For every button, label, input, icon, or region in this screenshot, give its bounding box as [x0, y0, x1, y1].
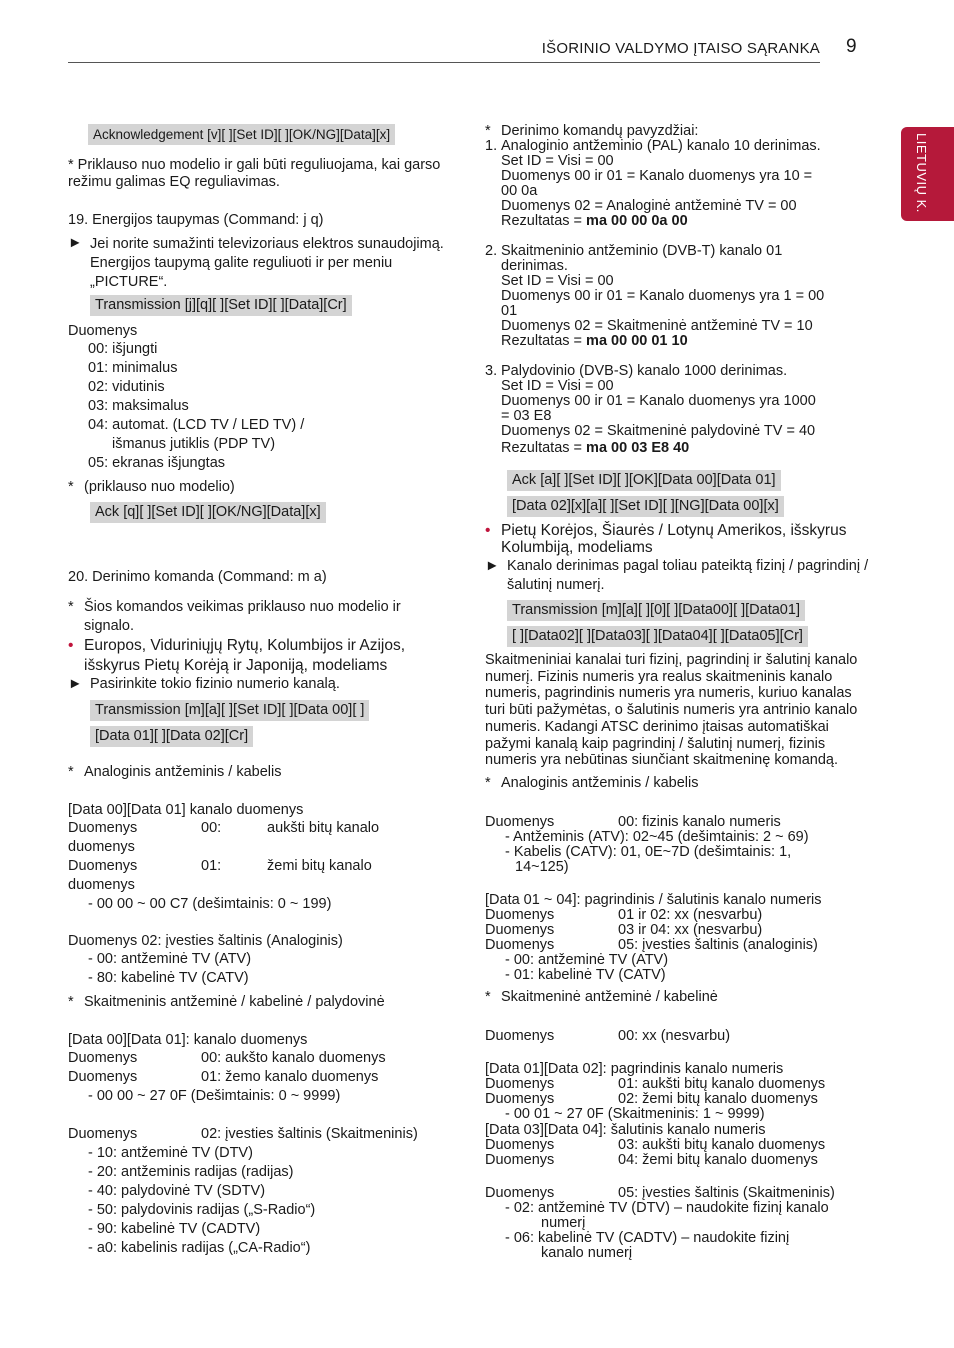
- table-row: [68, 838, 448, 857]
- section-20-note-text: Šios komandos veikimas priklauso nuo modelio ir signalo.: [84, 599, 401, 634]
- example-line: derinimas.: [501, 258, 568, 274]
- analog-rows: [68, 819, 448, 914]
- table-row: [485, 1092, 870, 1107]
- korea-code-2: [ ][Data02][ ][Data03][ ][Data04][ ][Data05][Cr]: [507, 626, 808, 647]
- row-key: Duomenys: [485, 1151, 555, 1168]
- asterisk: *: [68, 479, 74, 495]
- channel-paragraph: Skaitmeniniai kanalai turi fizinį, pagrindinį ir šalutinį kanalo numerį. Fizinis numeris yra realus skaitmeninis kanalo numeris, pagrindinis numeris yra numeris, kuriuo kanalas turi būti pažymėtas, o šalutinis numeris yra antrinio kanalo numeris. Kadangi ATSC derinimo įtaisas automatiškai pažymi kanalą kaip pagrindinį / šalutinį numerį, fizinis numeris yra nebūtinas siunčiant skaitmeninę komandą.: [485, 652, 858, 769]
- eq-note: * Priklauso nuo modelio ir gali būti reguliuojama, kai garso režimu galimas EQ reguliavimas.: [68, 157, 441, 190]
- section-20-bullet: [68, 636, 448, 676]
- section-20-title: 20. Derinimo komanda (Command: m a): [68, 569, 327, 585]
- korea-arrow-text: Kanalo derinimas pagal toliau pateiktą fizinį / pagrindinį / šalutinį numerį.: [507, 558, 869, 593]
- row-key: Duomenys: [68, 1126, 138, 1142]
- row-value: aukšti bitų kanalo: [267, 820, 380, 836]
- example-line: Duomenys 00 ir 01 = Kanalo duomenys yra 1 = 00: [501, 288, 825, 304]
- row-value: 05: įvesties šaltinis (analoginis): [618, 936, 818, 953]
- analog-title-right: Analoginis antžeminis / kabelis: [501, 774, 699, 791]
- result-label: Rezultatas =: [501, 440, 587, 456]
- example-line: Analoginio antžeminio (PAL) kanalo 10 derinimas.: [501, 138, 821, 154]
- digital-heading: [68, 994, 448, 1011]
- example-line: Palydovinio (DVB-S) kanalo 1000 derinimas.: [501, 363, 788, 379]
- table-row: [68, 1125, 448, 1144]
- list-item: 05: ekranas išjungtas: [88, 455, 226, 471]
- row-key: Duomenys: [485, 1136, 555, 1153]
- row-key: Duomenys: [485, 1075, 555, 1092]
- list-item: 14~125): [515, 858, 569, 875]
- example-line: Duomenys 00 ir 01 = Kanalo duomenys yra 10 =: [501, 168, 813, 184]
- example-line: Duomenys 02 = Skaitmeninė palydovinė TV = 40: [501, 423, 816, 439]
- result-label: Rezultatas =: [501, 333, 587, 349]
- ack-code-2: [Data 02][x][a][ ][Set ID][ ][NG][Data 00][x]: [507, 496, 784, 517]
- list-item: - 80: kabelinė TV (CATV): [88, 970, 249, 986]
- page-header: [68, 38, 820, 63]
- analog-heading: [68, 764, 448, 781]
- example-line: 01: [501, 303, 518, 319]
- language-tab[interactable]: [901, 127, 954, 221]
- table-row: [485, 815, 870, 830]
- list-item: 03: maksimalus: [88, 398, 189, 414]
- row-num: 01:: [201, 858, 222, 874]
- section-20-code-2: [Data 01][ ][Data 02][Cr]: [90, 726, 253, 747]
- table-row: [68, 1049, 448, 1068]
- arrow-icon: ►: [68, 676, 83, 692]
- ack-code-1: Ack [a][ ][Set ID][ ][OK][Data 00][Data 01]: [507, 470, 781, 491]
- result-value: ma 00 03 E8 40: [586, 440, 690, 456]
- asterisk: *: [68, 599, 74, 615]
- list-item: - a0: kabelinis radijas („CA-Radio“): [88, 1240, 311, 1256]
- row-value: 00: aukšto kanalo duomenys: [201, 1050, 386, 1066]
- row-key: Duomenys: [485, 906, 555, 923]
- example-line: = 03 E8: [501, 408, 552, 424]
- list-item: - 50: palydovinis radijas („S-Radio“): [88, 1202, 316, 1218]
- row-key: Duomenys: [485, 921, 555, 938]
- example-number: 1.: [485, 138, 498, 154]
- table-row: [485, 923, 870, 938]
- list-item: - 40: palydovinė TV (SDTV): [88, 1183, 266, 1199]
- table-row: [485, 1153, 870, 1168]
- list-item: 02: vidutinis: [88, 379, 165, 395]
- digital-main-range: - 00 01 ~ 27 0F (Skaitmeninis: 1 ~ 9999): [505, 1105, 765, 1122]
- section-19-desc: [68, 235, 448, 292]
- row-num: 00:: [201, 820, 222, 836]
- arrow-icon: ►: [68, 235, 83, 251]
- example-line: Set ID = Visi = 00: [501, 378, 614, 394]
- list-item: - 06: kabelinė TV (CADTV) – naudokite fizinį: [505, 1229, 790, 1246]
- left-column: [68, 124, 448, 1258]
- row-key: duomenys: [68, 877, 135, 893]
- examples-heading: [485, 124, 870, 139]
- table-row: [485, 1186, 870, 1201]
- list-item: - 00: antžeminė TV (ATV): [88, 951, 252, 967]
- row-value: 03 ir 04: xx (nesvarbu): [618, 921, 763, 938]
- korea-bullet: [485, 522, 870, 556]
- example-line: Duomenys 02 = Analoginė antžeminė TV = 00: [501, 198, 797, 214]
- example-line: 00 0a: [501, 183, 538, 199]
- section-19-items: [68, 340, 448, 473]
- korea-code-1: Transmission [m][a][ ][0][ ][Data00][ ][Data01]: [507, 600, 805, 621]
- section-19-note-text: (priklauso nuo modelio): [84, 479, 235, 495]
- list-item: - 00: antžeminė TV (ATV): [505, 951, 669, 968]
- arrow-icon: ►: [485, 558, 500, 574]
- row-value: 03: aukšti bitų kanalo duomenys: [618, 1136, 826, 1153]
- row-value: 04: žemi bitų kanalo duomenys: [618, 1151, 818, 1168]
- section-19-code: Transmission [j][q][ ][Set ID][ ][Data][Cr]: [90, 295, 352, 316]
- result-value: ma 00 00 01 10: [586, 333, 688, 349]
- example-line: Set ID = Visi = 00: [501, 153, 614, 169]
- analog-data-title-right: [Data 01 ~ 04]: pagrindinis / šalutinis kanalo numeris: [485, 891, 822, 908]
- example-line: Duomenys 02 = Skaitmeninė antžeminė TV = 10: [501, 318, 813, 334]
- row-key: Duomenys: [485, 813, 555, 830]
- list-item: - Kabelis (CATV): 01, 0E~7D (dešimtainis: 1,: [505, 843, 792, 860]
- example-3: [485, 364, 870, 458]
- bullet-icon: •: [68, 637, 74, 654]
- row-key: Duomenys: [68, 1069, 138, 1085]
- digital-title: Skaitmeninis antžeminė / kabelinė / palydovinė: [84, 994, 385, 1010]
- table-row: [485, 1077, 870, 1092]
- asterisk: *: [485, 123, 491, 139]
- list-item: - Antžeminis (ATV): 02~45 (dešimtainis: 2 ~ 69): [505, 828, 809, 845]
- table-row: [68, 819, 448, 838]
- list-item: numerį: [541, 1214, 586, 1231]
- ack-top-code: Acknowledgement [v][ ][Set ID][ ][OK/NG][Data][x]: [88, 124, 395, 145]
- analog-data-title: [Data 00][Data 01] kanalo duomenys: [68, 802, 304, 818]
- table-row: [68, 876, 448, 895]
- row-value: 02: žemi bitų kanalo duomenys: [618, 1090, 818, 1107]
- example-result: [501, 334, 870, 349]
- asterisk: *: [485, 774, 491, 791]
- analog-title: Analoginis antžeminis / kabelis: [84, 764, 282, 780]
- korea-bullet-text: Pietų Korėjos, Šiaurės / Lotynų Amerikos, išskyrus Kolumbiją, modeliams: [501, 522, 847, 556]
- asterisk: *: [485, 988, 491, 1005]
- example-line: Duomenys 00 ir 01 = Kanalo duomenys yra 1000: [501, 393, 816, 409]
- row-key: Duomenys: [485, 936, 555, 953]
- row-value: žemi bitų kanalo: [267, 858, 372, 874]
- bullet-icon: •: [485, 522, 491, 539]
- example-line: Set ID = Visi = 00: [501, 273, 614, 289]
- section-19-title: 19. Energijos taupymas (Command: j q): [68, 212, 324, 228]
- list-item: kanalo numerį: [541, 1244, 633, 1261]
- row-key: Duomenys: [485, 1027, 555, 1044]
- section-19-text: Jei norite sumažinti televizoriaus elektros sunaudojimą. Energijos taupymą galite reguliuoti ir per meniu „PICTURE“.: [90, 236, 444, 290]
- section-19-ack: Ack [q][ ][Set ID][ ][OK/NG][Data][x]: [90, 502, 326, 523]
- page-number: 9: [846, 36, 857, 57]
- list-item: - 20: antžeminis radijas (radijas): [88, 1164, 294, 1180]
- analog-heading-right: [485, 775, 870, 792]
- example-number: 3.: [485, 363, 498, 379]
- row-key: duomenys: [68, 839, 135, 855]
- analog-range: - 00 00 ~ 00 C7 (dešimtainis: 0 ~ 199): [88, 896, 332, 912]
- list-item: - 02: antžeminė TV (DTV) – naudokite fizinį kanalo: [505, 1199, 829, 1216]
- examples-title: Derinimo komandų pavyzdžiai:: [501, 123, 699, 139]
- example-result: [501, 214, 870, 229]
- example-line: Skaitmeninio antžeminio (DVB-T) kanalo 01: [501, 243, 783, 259]
- result-label: Rezultatas =: [501, 213, 587, 229]
- example-1: [485, 139, 870, 229]
- table-row: [68, 1068, 448, 1087]
- language-tab-label: LIETUVIŲ K.: [914, 133, 929, 213]
- list-item: - 10: antžeminė TV (DTV): [88, 1145, 253, 1161]
- section-20-arrow-text: Pasirinkite tokio fizinio numerio kanalą.: [90, 676, 340, 692]
- table-row: [485, 1138, 870, 1153]
- table-row: [485, 938, 870, 953]
- example-result: [501, 439, 870, 458]
- row-value: 01: aukšti bitų kanalo duomenys: [618, 1075, 826, 1092]
- asterisk: *: [68, 994, 74, 1010]
- section-20-bullet-text: Europos, Viduriniųjų Rytų, Kolumbijos ir Azijos, išskyrus Pietų Korėją ir Japoniją, modeliams: [84, 637, 406, 674]
- row-value: 05: įvesties šaltinis (Skaitmeninis): [618, 1184, 835, 1201]
- list-item: - 01: kabelinė TV (CATV): [505, 966, 666, 983]
- row-value: 02: įvesties šaltinis (Skaitmeninis): [201, 1126, 418, 1142]
- digital-range: - 00 00 ~ 27 0F (Dešimtainis: 0 ~ 9999): [88, 1088, 341, 1104]
- row-value: 00: fizinis kanalo numeris: [618, 813, 781, 830]
- table-row: [68, 857, 448, 876]
- section-20-code-1: Transmission [m][a][ ][Set ID][ ][Data 00][ ]: [90, 700, 369, 721]
- row-key: Duomenys: [485, 1184, 555, 1201]
- row-key: Duomenys: [485, 1090, 555, 1107]
- section-19-note: [68, 479, 448, 496]
- digital-title-right: Skaitmeninė antžeminė / kabelinė: [501, 988, 718, 1005]
- asterisk: *: [68, 764, 74, 780]
- row-value: 01: žemo kanalo duomenys: [201, 1069, 379, 1085]
- row-key: Duomenys: [68, 1050, 138, 1066]
- example-number: 2.: [485, 243, 498, 259]
- row-key: Duomenys: [68, 820, 138, 836]
- result-value: ma 00 00 0a 00: [586, 213, 688, 229]
- section-20-note: [68, 598, 448, 636]
- list-item: išmanus jutiklis (PDP TV): [112, 436, 276, 452]
- list-item: 04: automat. (LCD TV / LED TV) /: [88, 417, 305, 433]
- header-title: IŠORINIO VALDYMO ĮTAISO SĄRANKA: [541, 40, 820, 57]
- section-20-arrow: [68, 676, 448, 693]
- digital-data-title: [Data 00][Data 01]: kanalo duomenys: [68, 1032, 308, 1048]
- digital-main-title: [Data 01][Data 02]: pagrindinis kanalo numeris: [485, 1060, 784, 1077]
- list-item: - 90: kabelinė TV (CADTV): [88, 1221, 261, 1237]
- row-key: Duomenys: [68, 858, 138, 874]
- row-value: 00: xx (nesvarbu): [618, 1027, 731, 1044]
- digital-heading-right: [485, 989, 870, 1006]
- analog-source-title: Duomenys 02: įvesties šaltinis (Analoginis): [68, 933, 343, 949]
- list-item: 01: minimalus: [88, 360, 178, 376]
- list-item: 00: išjungti: [88, 341, 158, 357]
- right-column: [485, 124, 870, 1261]
- row-value: 01 ir 02: xx (nesvarbu): [618, 906, 763, 923]
- table-row: [485, 908, 870, 923]
- example-2: [485, 244, 870, 349]
- table-row: [485, 1029, 870, 1044]
- korea-arrow: [485, 557, 870, 595]
- section-19-data-label: Duomenys: [68, 323, 138, 339]
- digital-sub-title: [Data 03][Data 04]: šalutinis kanalo numeris: [485, 1121, 766, 1138]
